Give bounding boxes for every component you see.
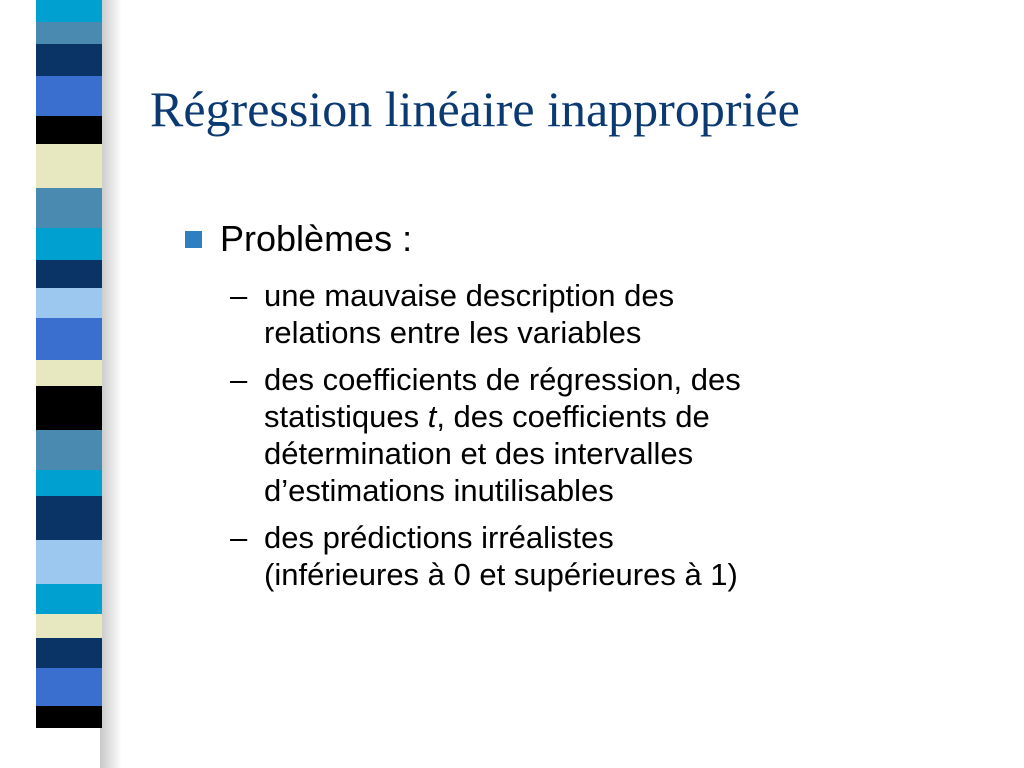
sub-item-text <box>264 519 904 593</box>
text-fragment: statistiques <box>264 399 428 434</box>
sub-list <box>230 277 945 593</box>
sub-item-text <box>264 361 904 509</box>
text-line: d’estimations inutilisables <box>264 473 614 508</box>
stripe-block <box>36 496 102 540</box>
text-line: détermination et des intervalles <box>264 436 694 471</box>
text-line: relations entre les variables <box>264 315 642 350</box>
slide-content <box>185 215 945 603</box>
sub-item-text <box>264 277 904 351</box>
sub-item-coefficients <box>230 361 945 509</box>
stripe-block <box>36 584 102 614</box>
text-line: une mauvaise description des <box>264 278 675 313</box>
stripe-block <box>36 540 102 584</box>
stripe-block <box>36 116 102 144</box>
stripe-block <box>36 228 102 260</box>
stripe-block <box>36 638 102 668</box>
text-line-with-italic <box>264 398 904 435</box>
bullet-label: Problèmes : <box>220 218 413 259</box>
bullet-problems <box>185 215 945 263</box>
dash-marker: – <box>230 278 248 313</box>
stripe-block <box>36 288 102 318</box>
stripe-block <box>36 430 102 470</box>
slide-title: Régression linéaire inappropriée <box>150 81 800 137</box>
stripe-block <box>36 188 102 228</box>
stripe-block <box>36 668 102 706</box>
dash-marker: – <box>230 520 248 555</box>
stripe-shadow <box>100 0 122 768</box>
stripe-block <box>36 260 102 288</box>
stripe-block <box>36 386 102 430</box>
stripe-block <box>36 76 102 116</box>
text-fragment: , des coefficients de <box>436 399 710 434</box>
square-bullet-icon <box>185 231 202 248</box>
stripe-block <box>36 470 102 496</box>
stripe-block <box>36 318 102 360</box>
dash-marker: – <box>230 362 248 397</box>
text-line: (inférieures à 0 et supérieures à 1) <box>264 557 738 592</box>
stripe-block <box>36 144 102 188</box>
stripe-block <box>36 360 102 386</box>
italic-t: t <box>427 399 437 434</box>
stripe-block <box>36 614 102 638</box>
decorative-stripe <box>36 0 102 768</box>
stripe-block <box>36 22 102 44</box>
text-line: des prédictions irréalistes <box>264 520 614 555</box>
sub-item-predictions <box>230 519 945 593</box>
sub-item-description <box>230 277 945 351</box>
text-line: des coefficients de régression, des <box>264 362 741 397</box>
stripe-block <box>36 44 102 76</box>
stripe-block <box>36 706 102 728</box>
stripe-block <box>36 0 102 22</box>
